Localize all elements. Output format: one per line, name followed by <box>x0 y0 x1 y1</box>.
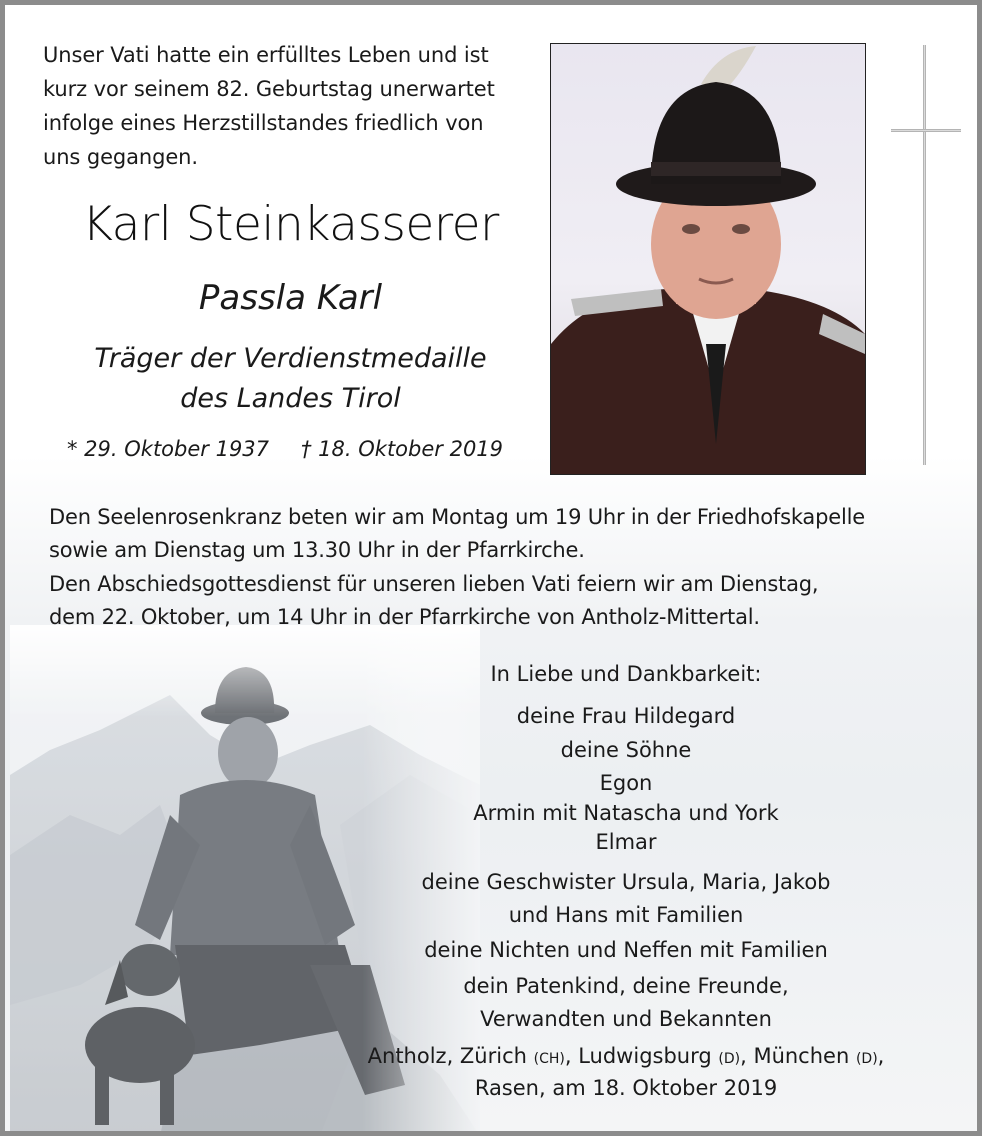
death-date: † 18. Oktober 2019 <box>301 437 504 461</box>
intro-line: kurz vor seinem 82. Geburtstag unerwartet <box>43 77 495 101</box>
service-line: dem 22. Oktober, um 14 Uhr in der Pfarrkirche von Antholz-Mittertal. <box>49 605 760 629</box>
mourner-line: deine Söhne <box>560 738 692 762</box>
place-text: , München <box>740 1044 856 1068</box>
places-line <box>345 1044 907 1068</box>
country-code: (D) <box>855 1051 878 1067</box>
mourner-line: Verwandten und Bekannten <box>480 1007 772 1031</box>
mourner-line: Armin mit Natascha und York <box>473 801 779 825</box>
mourner-line: deine Frau Hildegard <box>516 704 736 728</box>
portrait-photo <box>550 43 866 475</box>
country-code: (CH) <box>533 1051 565 1067</box>
deceased-name: Karl Steinkasserer <box>82 197 499 252</box>
mourner-line: dein Patenkind, deine Freunde, <box>463 974 789 998</box>
cross-icon-bar <box>891 129 961 132</box>
deceased-nickname: Passla Karl <box>198 278 383 318</box>
honor-line: des Landes Tirol <box>180 383 401 414</box>
card-background <box>5 5 977 1131</box>
closing-line: Rasen, am 18. Oktober 2019 <box>474 1076 778 1100</box>
intro-line: uns gegangen. <box>43 145 198 169</box>
honor-line: Träger der Verdienstmedaille <box>94 343 487 374</box>
place-text: , Ludwigsburg <box>564 1044 719 1068</box>
service-line: Den Abschiedsgottesdienst für unseren lieben Vati feiern wir am Dienstag, <box>49 572 819 596</box>
service-line: Den Seelenrosenkranz beten wir am Montag um 19 Uhr in der Friedhofskapelle <box>49 505 865 529</box>
place-text: , <box>877 1044 885 1068</box>
mourner-line: In Liebe und Dankbarkeit: <box>490 662 762 686</box>
country-code: (D) <box>718 1051 741 1067</box>
birth-date: * 29. Oktober 1937 <box>67 437 270 461</box>
mourner-line: deine Nichten und Neffen mit Familien <box>424 938 828 962</box>
mourner-line: Egon <box>599 771 653 795</box>
mourner-line: und Hans mit Familien <box>508 903 744 927</box>
cross-icon <box>923 45 926 465</box>
intro-line: infolge eines Herzstillstandes friedlich von <box>43 111 484 135</box>
intro-line: Unser Vati hatte ein erfülltes Leben und ist <box>43 43 489 67</box>
mourner-line: deine Geschwister Ursula, Maria, Jakob <box>421 870 831 894</box>
service-line: sowie am Dienstag um 13.30 Uhr in der Pfarrkirche. <box>49 538 585 562</box>
place-text: Antholz, Zürich <box>367 1044 534 1068</box>
mourner-line: Elmar <box>595 830 657 854</box>
